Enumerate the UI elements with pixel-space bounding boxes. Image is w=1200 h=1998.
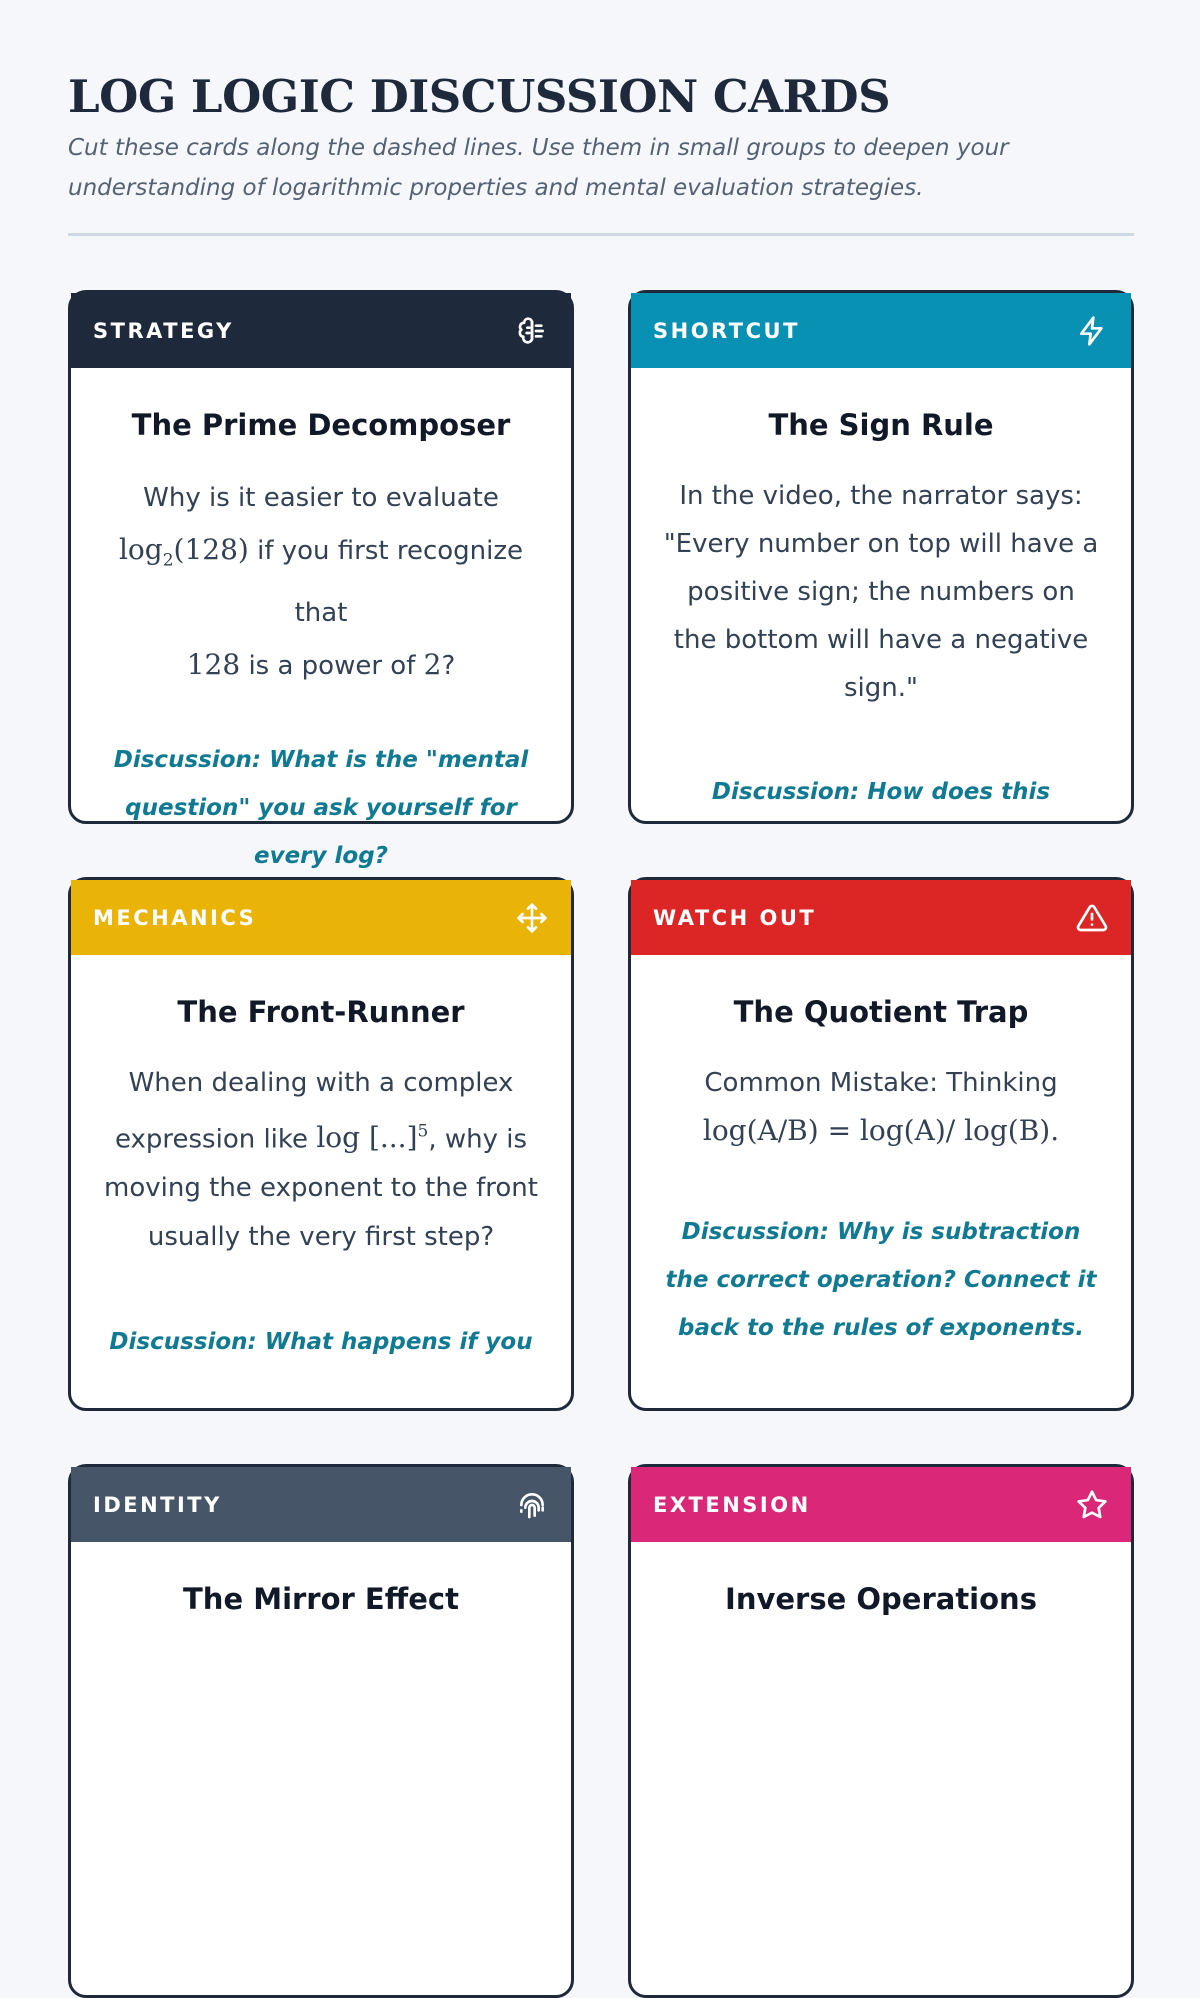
- math-fn: log: [118, 533, 163, 566]
- lightning-icon: [1075, 314, 1109, 348]
- math-number: 2: [423, 647, 442, 681]
- card-prompt: [103, 1059, 539, 1262]
- card-discussion: Discussion: What is the "mental question" you ask yourself for every log?: [113, 746, 529, 869]
- math-expression: [316, 1121, 428, 1154]
- math-expression: [118, 533, 249, 571]
- card-prompt: [663, 1059, 1099, 1156]
- star-icon: [1075, 1488, 1109, 1522]
- card-watch-out: [628, 877, 1134, 1411]
- card-header: [631, 1467, 1131, 1542]
- math-expression: log(A/B) = log(A)/ log(B).: [702, 1114, 1060, 1147]
- page-title: LOG LOGIC DISCUSSION CARDS: [68, 70, 891, 123]
- card-body: [71, 955, 571, 1366]
- card-shortcut: [628, 290, 1134, 824]
- fingerprint-icon: [515, 1488, 549, 1522]
- prompt-text: if you first recognize that: [257, 536, 524, 628]
- card-header: [631, 293, 1131, 368]
- card-extension: [628, 1464, 1134, 1998]
- math-expr: log [...]: [316, 1121, 418, 1155]
- card-strategy: [68, 290, 574, 869]
- card-tag: MECHANICS: [93, 905, 257, 930]
- worksheet-page: [68, 0, 1134, 1616]
- card-header: [71, 880, 571, 955]
- card-title: Inverse Operations: [725, 1582, 1037, 1616]
- card-discussion: Discussion: Why is subtraction the correct operation? Connect it back to the rules of exponents.: [665, 1219, 1097, 1341]
- card-tag: IDENTITY: [93, 1492, 222, 1517]
- math-exponent: 5: [417, 1122, 429, 1142]
- card-prompt: [103, 472, 539, 692]
- card-tag: SHORTCUT: [653, 318, 800, 343]
- brain-icon: [515, 314, 549, 348]
- card-identity: [68, 1464, 574, 1998]
- card-title: The Mirror Effect: [183, 1582, 459, 1616]
- card-body: [71, 368, 571, 880]
- header-divider: [68, 233, 1134, 236]
- warning-triangle-icon: [1075, 901, 1109, 935]
- math-base: 2: [162, 550, 174, 571]
- prompt-text: ?: [441, 650, 456, 681]
- card-tag: WATCH OUT: [653, 905, 817, 930]
- math-arg: (128): [173, 533, 249, 566]
- card-tag: EXTENSION: [653, 1492, 811, 1517]
- card-mechanics: [68, 877, 574, 1411]
- card-tag: STRATEGY: [93, 318, 234, 343]
- move-arrows-icon: [515, 901, 549, 935]
- card-body: [631, 1542, 1131, 1616]
- card-discussion: Discussion: How does this: [711, 779, 1051, 805]
- card-header: [71, 1467, 571, 1542]
- prompt-text: is a power of: [248, 650, 416, 681]
- card-header: [631, 880, 1131, 955]
- prompt-text: Common Mistake: Thinking: [704, 1068, 1058, 1098]
- card-title: The Front-Runner: [177, 995, 465, 1029]
- card-title: The Quotient Trap: [733, 995, 1029, 1029]
- prompt-text: , why is moving the exponent to the front usually the very first step?: [104, 1124, 538, 1253]
- card-body: [71, 1542, 571, 1616]
- card-body: [631, 368, 1131, 816]
- card-title: The Sign Rule: [768, 408, 994, 442]
- prompt-text: Why is it easier to evaluate: [143, 483, 499, 513]
- card-discussion: Discussion: What happens if you: [109, 1329, 533, 1356]
- prompt-text: When dealing with a complex expression like: [114, 1068, 514, 1155]
- card-body: [631, 955, 1131, 1352]
- card-header: [71, 293, 571, 368]
- card-prompt: In the video, the narrator says: "Every number on top will have a positive sign; the numbers on the bottom will have a negative sign.": [663, 481, 1099, 703]
- page-subtitle: Cut these cards along the dashed lines. Use them in small groups to deepen your understanding of logarithmic properties and mental evaluation strategies.: [68, 135, 1009, 201]
- math-number: 128: [186, 647, 241, 681]
- card-title: The Prime Decomposer: [131, 408, 511, 442]
